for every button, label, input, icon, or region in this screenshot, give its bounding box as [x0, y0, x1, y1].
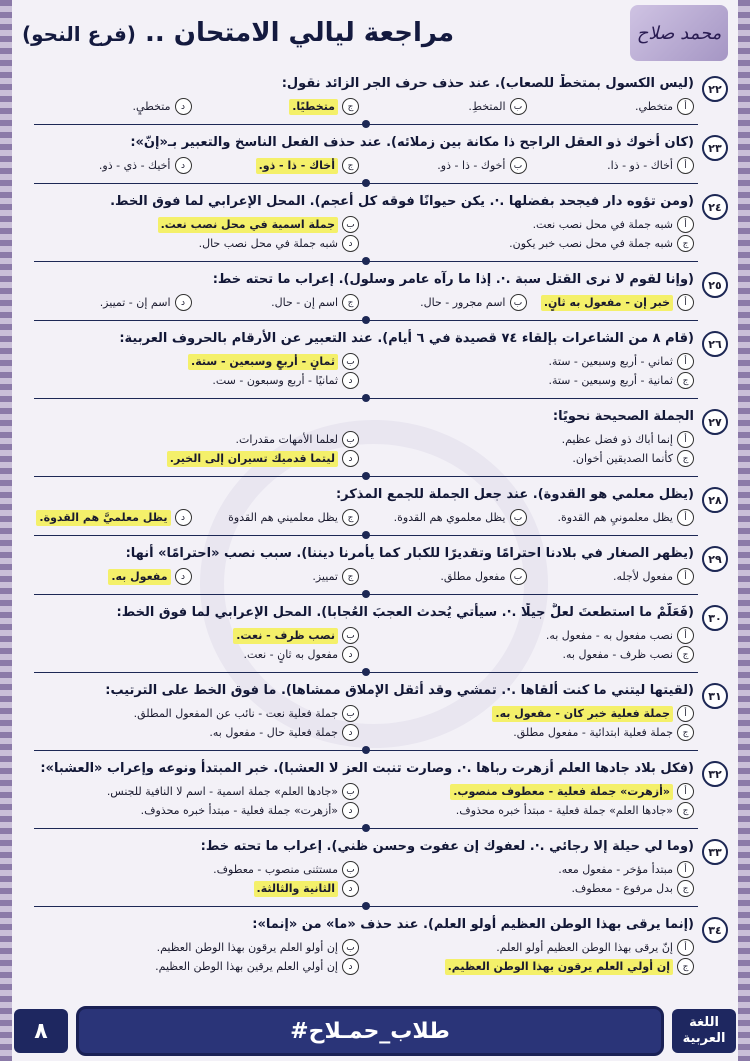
answer-option[interactable]	[30, 939, 359, 956]
answer-option[interactable]	[365, 431, 694, 448]
option-text: متخطيٍ.	[132, 99, 171, 113]
option-text: يظل معلموي هم القدوة.	[393, 510, 506, 524]
option-letter-icon: ب	[510, 157, 527, 174]
option-letter-icon: د	[175, 294, 192, 311]
option-text: متخطي.	[634, 99, 673, 113]
option-letter-icon: ب	[342, 431, 359, 448]
page-header	[22, 8, 728, 58]
option-letter-icon: أ	[677, 157, 694, 174]
answer-option[interactable]	[30, 627, 359, 644]
correct-answer-text: يظل معلميَّ هم القدوة.	[36, 510, 170, 526]
answer-option[interactable]	[365, 294, 527, 311]
decorative-border-right	[738, 0, 750, 1061]
answer-option[interactable]	[365, 939, 694, 956]
option-letter-icon: أ	[677, 509, 694, 526]
option-letter-icon: أ	[677, 294, 694, 311]
question-divider	[34, 590, 698, 598]
option-letter-icon: أ	[677, 431, 694, 448]
question-divider	[34, 531, 698, 539]
option-letter-icon: ج	[677, 880, 694, 897]
option-text: اسم إن - حال.	[271, 295, 338, 309]
answer-option[interactable]	[533, 98, 695, 115]
option-letter-icon: ج	[342, 509, 359, 526]
option-text: تمييز.	[312, 569, 338, 583]
option-text: مستثنى منصوب - معطوف.	[213, 862, 338, 876]
correct-answer-text: ثمانٍ - أربعٍ وسبعين - ستة.	[188, 354, 338, 370]
option-text: يظل معلمونيِ هم القدوة.	[557, 510, 673, 524]
question-block	[24, 835, 728, 899]
option-text: بدل مرفوع - معطوف.	[571, 881, 673, 895]
answer-option[interactable]	[30, 724, 359, 741]
option-text: شبه جملة في محل نصب نعت.	[532, 217, 673, 231]
option-letter-icon: ب	[342, 861, 359, 878]
question-divider	[34, 120, 698, 128]
question-block	[24, 542, 728, 587]
answer-option[interactable]	[198, 294, 360, 311]
question-stem: (وما لي حيلة إلا رجائي .·. لعفوك إن عفوت وحسن ظني). إعراب ما تحته خط:	[200, 839, 694, 854]
question-divider	[34, 472, 698, 480]
option-letter-icon: أ	[677, 568, 694, 585]
option-letter-icon: ج	[342, 98, 359, 115]
question-number: ٢٩	[702, 546, 728, 572]
correct-answer-text: خبر إن - مفعول به ثانٍ.	[541, 295, 673, 311]
option-letter-icon: ب	[342, 939, 359, 956]
correct-answer-text: أخاك - ذا - ذو.	[256, 158, 338, 174]
answer-option[interactable]	[365, 880, 694, 897]
answer-option[interactable]	[30, 216, 359, 233]
option-letter-icon: د	[342, 802, 359, 819]
question-block	[24, 131, 728, 176]
option-text: لعلما الأمهات مقدرات.	[235, 432, 338, 446]
question-number: ٣١	[702, 683, 728, 709]
correct-answer-text: جملة اسمية في محل نصب نعت.	[158, 217, 338, 233]
question-number: ٢٣	[702, 135, 728, 161]
option-text: «أزهرت» جملة فعلية - مبتدأ خبره محذوف.	[140, 803, 338, 817]
option-text: أخوك - ذا - ذو.	[437, 158, 506, 172]
option-text: مبتدأ مؤخر - مفعول معه.	[558, 862, 673, 876]
subject-line2: العربية	[682, 1031, 726, 1046]
option-letter-icon: ب	[510, 509, 527, 526]
answer-options	[30, 783, 694, 819]
question-stem: (فَعَلَّمْ ما استطعتَ لعلَّ جيلًا .·. سيأتي يُحدث العجبَ العُجابا). المحل الإعرابي لما فوق الخط:	[116, 605, 694, 620]
question-stem: (وإنا لقوم لا نرى القتل سبة .·. إذا ما رآه عامر وسلول). إعراب ما تحته خط:	[212, 272, 694, 287]
answer-option[interactable]	[198, 509, 360, 526]
question-number: ٢٢	[702, 76, 728, 102]
option-letter-icon: أ	[677, 705, 694, 722]
option-letter-icon: ج	[677, 646, 694, 663]
option-letter-icon: د	[175, 157, 192, 174]
answer-option[interactable]	[198, 98, 360, 115]
question-divider	[34, 316, 698, 324]
question-stem: (يظهر الصغار في بلادنا احترامًا وتقديرًا للكبار كما يأمرنا ديننا). سبب نصب «احترامًا» أنها:	[125, 546, 694, 561]
question-divider	[34, 668, 698, 676]
question-divider	[34, 257, 698, 265]
option-text: جملة فعلية حال - مفعول به.	[209, 725, 338, 739]
question-block	[24, 72, 728, 117]
answer-option[interactable]	[533, 157, 695, 174]
question-block	[24, 268, 728, 313]
option-text: يظل معلميني هم القدوة	[228, 510, 338, 524]
option-letter-icon: د	[342, 646, 359, 663]
answer-options	[30, 216, 694, 252]
answer-option[interactable]	[365, 861, 694, 878]
option-text: أخاك - ذو - ذا.	[607, 158, 673, 172]
option-letter-icon: ب	[342, 216, 359, 233]
hashtag-banner: #طلاب_حمـلاح	[76, 1006, 664, 1056]
question-stem: (ليس الكسول بمتخطٍّ للصعاب). عند حذف حرف الجر الزائد نقول:	[281, 76, 694, 91]
answer-option[interactable]	[30, 98, 192, 115]
answer-option[interactable]	[365, 98, 527, 115]
correct-answer-text: متخطيًا.	[289, 99, 338, 115]
answer-options	[30, 627, 694, 663]
question-number: ٣٤	[702, 917, 728, 943]
answer-option[interactable]	[365, 235, 694, 252]
option-letter-icon: ج	[342, 294, 359, 311]
option-letter-icon: د	[342, 235, 359, 252]
question-block	[24, 679, 728, 743]
answer-option[interactable]	[30, 157, 192, 174]
option-text: ثماني - أربع وسبعين - ستة.	[548, 354, 673, 368]
correct-answer-text: «أزهرت» جملة فعلية - معطوف منصوب.	[450, 784, 673, 800]
answer-option[interactable]	[30, 235, 359, 252]
answer-option[interactable]	[30, 509, 192, 526]
option-text: جملة فعلية نعت - نائب عن المفعول المطلق.	[133, 706, 338, 720]
answer-options	[30, 294, 694, 311]
question-stem: الجملة الصحيحة نحويًا:	[552, 409, 694, 424]
option-text: مفعول لأجله.	[612, 569, 673, 583]
option-text: شبه جملة في محل نصب خبر يكون.	[509, 236, 673, 250]
question-block	[24, 327, 728, 391]
option-text: مفعول به ثانٍ - نعت.	[243, 647, 338, 661]
answer-option[interactable]	[533, 509, 695, 526]
page-number: ٨	[14, 1009, 68, 1053]
answer-option[interactable]	[365, 216, 694, 233]
option-letter-icon: ب	[510, 98, 527, 115]
answer-options	[30, 861, 694, 897]
answer-option[interactable]	[30, 431, 359, 448]
question-number: ٢٨	[702, 487, 728, 513]
answer-options	[30, 705, 694, 741]
correct-answer-text: ليتما قدميك تسيران إلى الخير.	[167, 451, 338, 467]
option-text: اسم مجرور - حال.	[420, 295, 506, 309]
option-letter-icon: ج	[677, 724, 694, 741]
option-text: إنّ يرقى بهذا الوطن العظيم أولو العلم.	[496, 940, 673, 954]
answer-option[interactable]	[30, 705, 359, 722]
option-letter-icon: د	[342, 372, 359, 389]
answer-option[interactable]	[365, 157, 527, 174]
answer-option[interactable]	[365, 705, 694, 722]
answer-option[interactable]	[198, 568, 360, 585]
option-letter-icon: ج	[677, 802, 694, 819]
question-divider	[34, 902, 698, 910]
option-text: المتخطِ.	[468, 99, 506, 113]
question-block	[24, 405, 728, 469]
answer-option[interactable]	[365, 568, 527, 585]
question-block	[24, 757, 728, 821]
question-stem: (إنما يرقى بهذا الوطن العظيم أولو العلم). عند حذف «ما» من «إنما»:	[252, 917, 694, 932]
answer-option[interactable]	[30, 646, 359, 663]
title-main: مراجعة ليالي الامتحان ..	[145, 18, 455, 48]
answer-options	[30, 939, 694, 975]
title-subtitle: (فرع النحو)	[22, 22, 136, 46]
option-letter-icon: د	[342, 724, 359, 741]
option-letter-icon: أ	[677, 783, 694, 800]
option-text: «جادها العلم» جملة اسمية - اسم لا النافية للجنس.	[106, 784, 338, 798]
option-text: شبه جملة في محل نصب حال.	[198, 236, 338, 250]
option-letter-icon: ب	[342, 783, 359, 800]
question-number: ٣٣	[702, 839, 728, 865]
question-number: ٢٤	[702, 194, 728, 220]
page-title	[22, 18, 454, 48]
answer-option[interactable]	[533, 568, 695, 585]
question-stem: (قام ٨ من الشاعرات بإلقاء ٧٤ قصيدة في ٦ أيام). عند التعبير عن الأرقام بالحروف العربية:	[119, 331, 694, 346]
option-letter-icon: د	[342, 450, 359, 467]
answer-option[interactable]	[30, 802, 359, 819]
answer-option[interactable]	[30, 568, 192, 585]
option-letter-icon: ج	[342, 157, 359, 174]
answer-option[interactable]	[365, 783, 694, 800]
option-letter-icon: ب	[510, 568, 527, 585]
option-letter-icon: ب	[342, 627, 359, 644]
question-number: ٢٧	[702, 409, 728, 435]
option-letter-icon: ج	[677, 372, 694, 389]
option-text: «جادها العلم» جملة فعلية - مبتدأ خبره محذوف.	[455, 803, 673, 817]
answer-options	[30, 353, 694, 389]
option-letter-icon: د	[175, 509, 192, 526]
option-letter-icon: أ	[677, 216, 694, 233]
answer-option[interactable]	[365, 646, 694, 663]
signature-logo	[630, 5, 728, 61]
question-stem: (لقيتها ليتني ما كنت ألقاها .·. تمشي وقد أثقل الإملاق ممشاها). ما فوق الخط على الترتيب:	[105, 683, 694, 698]
answer-options	[30, 157, 694, 174]
option-letter-icon: أ	[677, 627, 694, 644]
option-text: مفعول مطلق.	[440, 569, 506, 583]
answer-option[interactable]	[365, 353, 694, 370]
option-letter-icon: ج	[342, 568, 359, 585]
answer-option[interactable]	[30, 783, 359, 800]
answer-option[interactable]	[30, 880, 359, 897]
logo-text: محمد صلاح	[636, 22, 722, 44]
answer-option[interactable]	[365, 372, 694, 389]
option-letter-icon: أ	[677, 939, 694, 956]
answer-option[interactable]	[30, 861, 359, 878]
correct-answer-text: مفعول به.	[108, 569, 170, 585]
answer-option[interactable]	[365, 802, 694, 819]
correct-answer-text: إن أولي العلم يرقون بهذا الوطن العظيم.	[445, 959, 673, 975]
answer-option[interactable]	[533, 294, 695, 311]
question-list	[24, 72, 728, 977]
option-letter-icon: د	[342, 880, 359, 897]
option-text: كأنما الصديقين أخوان.	[572, 451, 673, 465]
answer-option[interactable]	[30, 958, 359, 975]
question-number: ٣٢	[702, 761, 728, 787]
answer-options	[30, 509, 694, 526]
question-number: ٢٦	[702, 331, 728, 357]
correct-answer-text: نصب ظرف - نعت.	[233, 628, 338, 644]
option-letter-icon: ج	[677, 235, 694, 252]
option-letter-icon: أ	[677, 98, 694, 115]
page-footer	[14, 1007, 736, 1055]
option-letter-icon: ب	[342, 353, 359, 370]
subject-badge	[672, 1009, 736, 1053]
subject-line1: اللغة	[689, 1015, 719, 1030]
answer-option[interactable]	[365, 958, 694, 975]
question-block	[24, 601, 728, 665]
option-text: اسم إن - تمييز.	[99, 295, 171, 309]
answer-option[interactable]	[30, 450, 359, 467]
option-text: جملة فعلية ابتدائية - مفعول مطلق.	[513, 725, 673, 739]
option-letter-icon: ب	[510, 294, 527, 311]
option-letter-icon: ج	[677, 450, 694, 467]
question-block	[24, 483, 728, 528]
question-number: ٣٠	[702, 605, 728, 631]
answer-option[interactable]	[30, 353, 359, 370]
question-number: ٢٥	[702, 272, 728, 298]
answer-option[interactable]	[365, 450, 694, 467]
question-block	[24, 913, 728, 977]
question-divider	[34, 746, 698, 754]
answer-option[interactable]	[30, 372, 359, 389]
question-divider	[34, 394, 698, 402]
option-text: إنما أباك ذو فضل عظيم.	[561, 432, 673, 446]
question-stem: (ومن تؤوه دار فيجحد بفضلها .·. يكن حيوانًا فوقه كل أعجم). المحل الإعرابي لما فوق الخط.	[110, 194, 694, 209]
answer-option[interactable]	[365, 627, 694, 644]
question-stem: (كان أخوك ذو العقل الراجح ذا مكانة بين زملائه). عند حذف الفعل الناسخ والتعبير بـ«إنّ»:	[130, 135, 694, 150]
question-block	[24, 190, 728, 254]
answer-options	[30, 98, 694, 115]
option-letter-icon: د	[342, 958, 359, 975]
option-text: نصب مفعول به - مفعول به.	[545, 628, 673, 642]
answer-option[interactable]	[365, 724, 694, 741]
option-letter-icon: ج	[677, 958, 694, 975]
answer-option[interactable]	[365, 509, 527, 526]
answer-option[interactable]	[198, 157, 360, 174]
answer-option[interactable]	[30, 294, 192, 311]
option-text: إن أولي العلم يرقين بهذا الوطن العظيم.	[155, 959, 338, 973]
answer-options	[30, 431, 694, 467]
correct-answer-text: جملة فعلية خبر كان - مفعول به.	[492, 706, 673, 722]
option-text: أخيك - ذي - ذو.	[98, 158, 171, 172]
option-text: ثمانيًا - أربع وسبعون - ست.	[212, 373, 338, 387]
option-letter-icon: أ	[677, 861, 694, 878]
question-divider	[34, 179, 698, 187]
option-letter-icon: د	[175, 98, 192, 115]
option-letter-icon: أ	[677, 353, 694, 370]
option-text: إن أولو العلم يرقون بهذا الوطن العظيم.	[156, 940, 338, 954]
option-text: ثمانية - أربع وسبعين - ستة.	[548, 373, 673, 387]
question-stem: (يظل معلمي هو القدوة). عند جعل الجملة للجمع المذكر:	[335, 487, 694, 502]
answer-options	[30, 568, 694, 585]
correct-answer-text: الثانية والثالثة.	[254, 881, 338, 897]
question-stem: (فكل بلاد جادها العلم أزهرت رباها .·. وصارت تنبت العز لا العشبا). خبر المبتدأ ونوعه وإعراب «العشبا»:	[40, 761, 694, 776]
option-text: نصب ظرف - مفعول به.	[562, 647, 673, 661]
option-letter-icon: د	[175, 568, 192, 585]
option-letter-icon: ب	[342, 705, 359, 722]
question-divider	[34, 824, 698, 832]
decorative-border-left	[0, 0, 12, 1061]
